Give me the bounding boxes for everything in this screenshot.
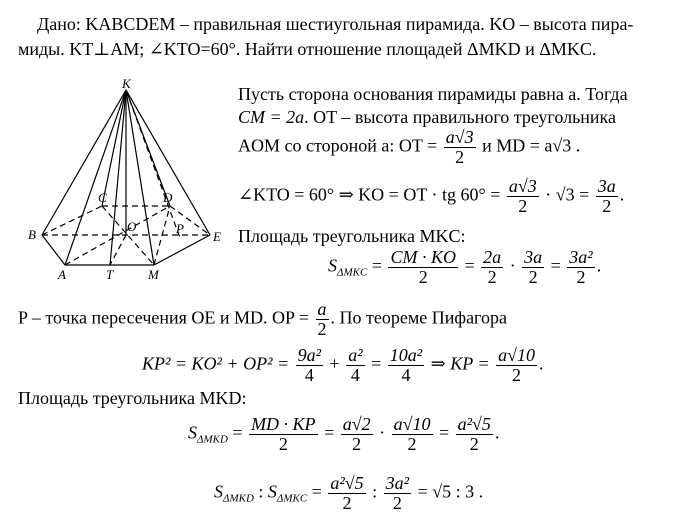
problem-line-2: миды. KT⊥AM; ∠KTO=60°. Найти отношение площадей ΔMKD и ΔMKC.: [18, 39, 597, 59]
sol-line-8: KP² = KO² + OP² = $\frac{\text{9a²}}{4}$ + $\frac{\text{a²}}{4}$ = $\frac{\text{10a²}}{4}$ ⇒ KP = $\frac{a√10}{2}$ .: [142, 345, 544, 385]
sol-line-9: Площадь треугольника MKD:: [18, 388, 247, 408]
edge-KD: [126, 90, 170, 206]
sol-line-1: Пусть сторона основания пирамиды равна a. Тогда: [238, 84, 628, 104]
label-C: C: [98, 190, 107, 205]
pyramid-diagram: [18, 78, 230, 288]
sol-line-10: $S_{\Delta MKD}$ = $\frac{MD \cdot KP}{2}$ = $\frac{a√2}{2}$ · $\frac{a√10}{2}$ = $\frac{\text{a²√5}}{2}$ .: [188, 414, 500, 454]
sol-line-4: ∠KTO = 60° ⇒ KO = OT · tg 60° = $\frac{a√3}{2}$ · √3 = $\frac{3a}{2}$ .: [238, 176, 625, 216]
label-B: B: [28, 227, 36, 242]
sol-line-6: $S_{\Delta MKC}$ = $\frac{CM \cdot KO}{2}$ = $\frac{2a}{2}$ · $\frac{3a}{2}$ = $\frac{\text{3a²}}{2}$ .: [328, 247, 602, 287]
sol-line-5: Площадь треугольника MKC:: [238, 226, 466, 246]
edge-ME: [154, 235, 210, 265]
edge-BA: [42, 235, 65, 265]
frac-OT: $\frac{a√3}{2}$: [445, 127, 474, 167]
label-M: M: [148, 267, 159, 282]
label-K: K: [122, 78, 131, 91]
sol-line-11: $S_{\Delta MKD}$ : $S_{\Delta MKC}$ = $\frac{\text{a²√5}}{2}$ : $\frac{\text{3a²}}{2}$ = √5 : 3 .: [214, 473, 484, 513]
sol-line-7: P – точка пересечения OE и MD. OP = $\frac{a}{2}$ . По теореме Пифагора: [18, 299, 507, 339]
sol-line-2: CM = 2a. OT – высота правильного треугольника: [238, 107, 617, 127]
sol-line-3: AOM со стороной a: OT = $\frac{a√3}{2}$ и MD = a√3 .: [238, 127, 581, 167]
label-O: O: [127, 219, 137, 234]
label-D: D: [163, 190, 173, 205]
edge-KB: [42, 90, 126, 235]
label-T: T: [106, 267, 114, 282]
label-P: P: [176, 221, 184, 236]
problem-line-1: Дано: KABCDEM – правильная шестиугольная пирамида. KO – высота пира-: [37, 14, 634, 34]
edge-KA: [65, 90, 126, 265]
label-A: A: [58, 267, 66, 282]
label-E: E: [213, 229, 221, 244]
